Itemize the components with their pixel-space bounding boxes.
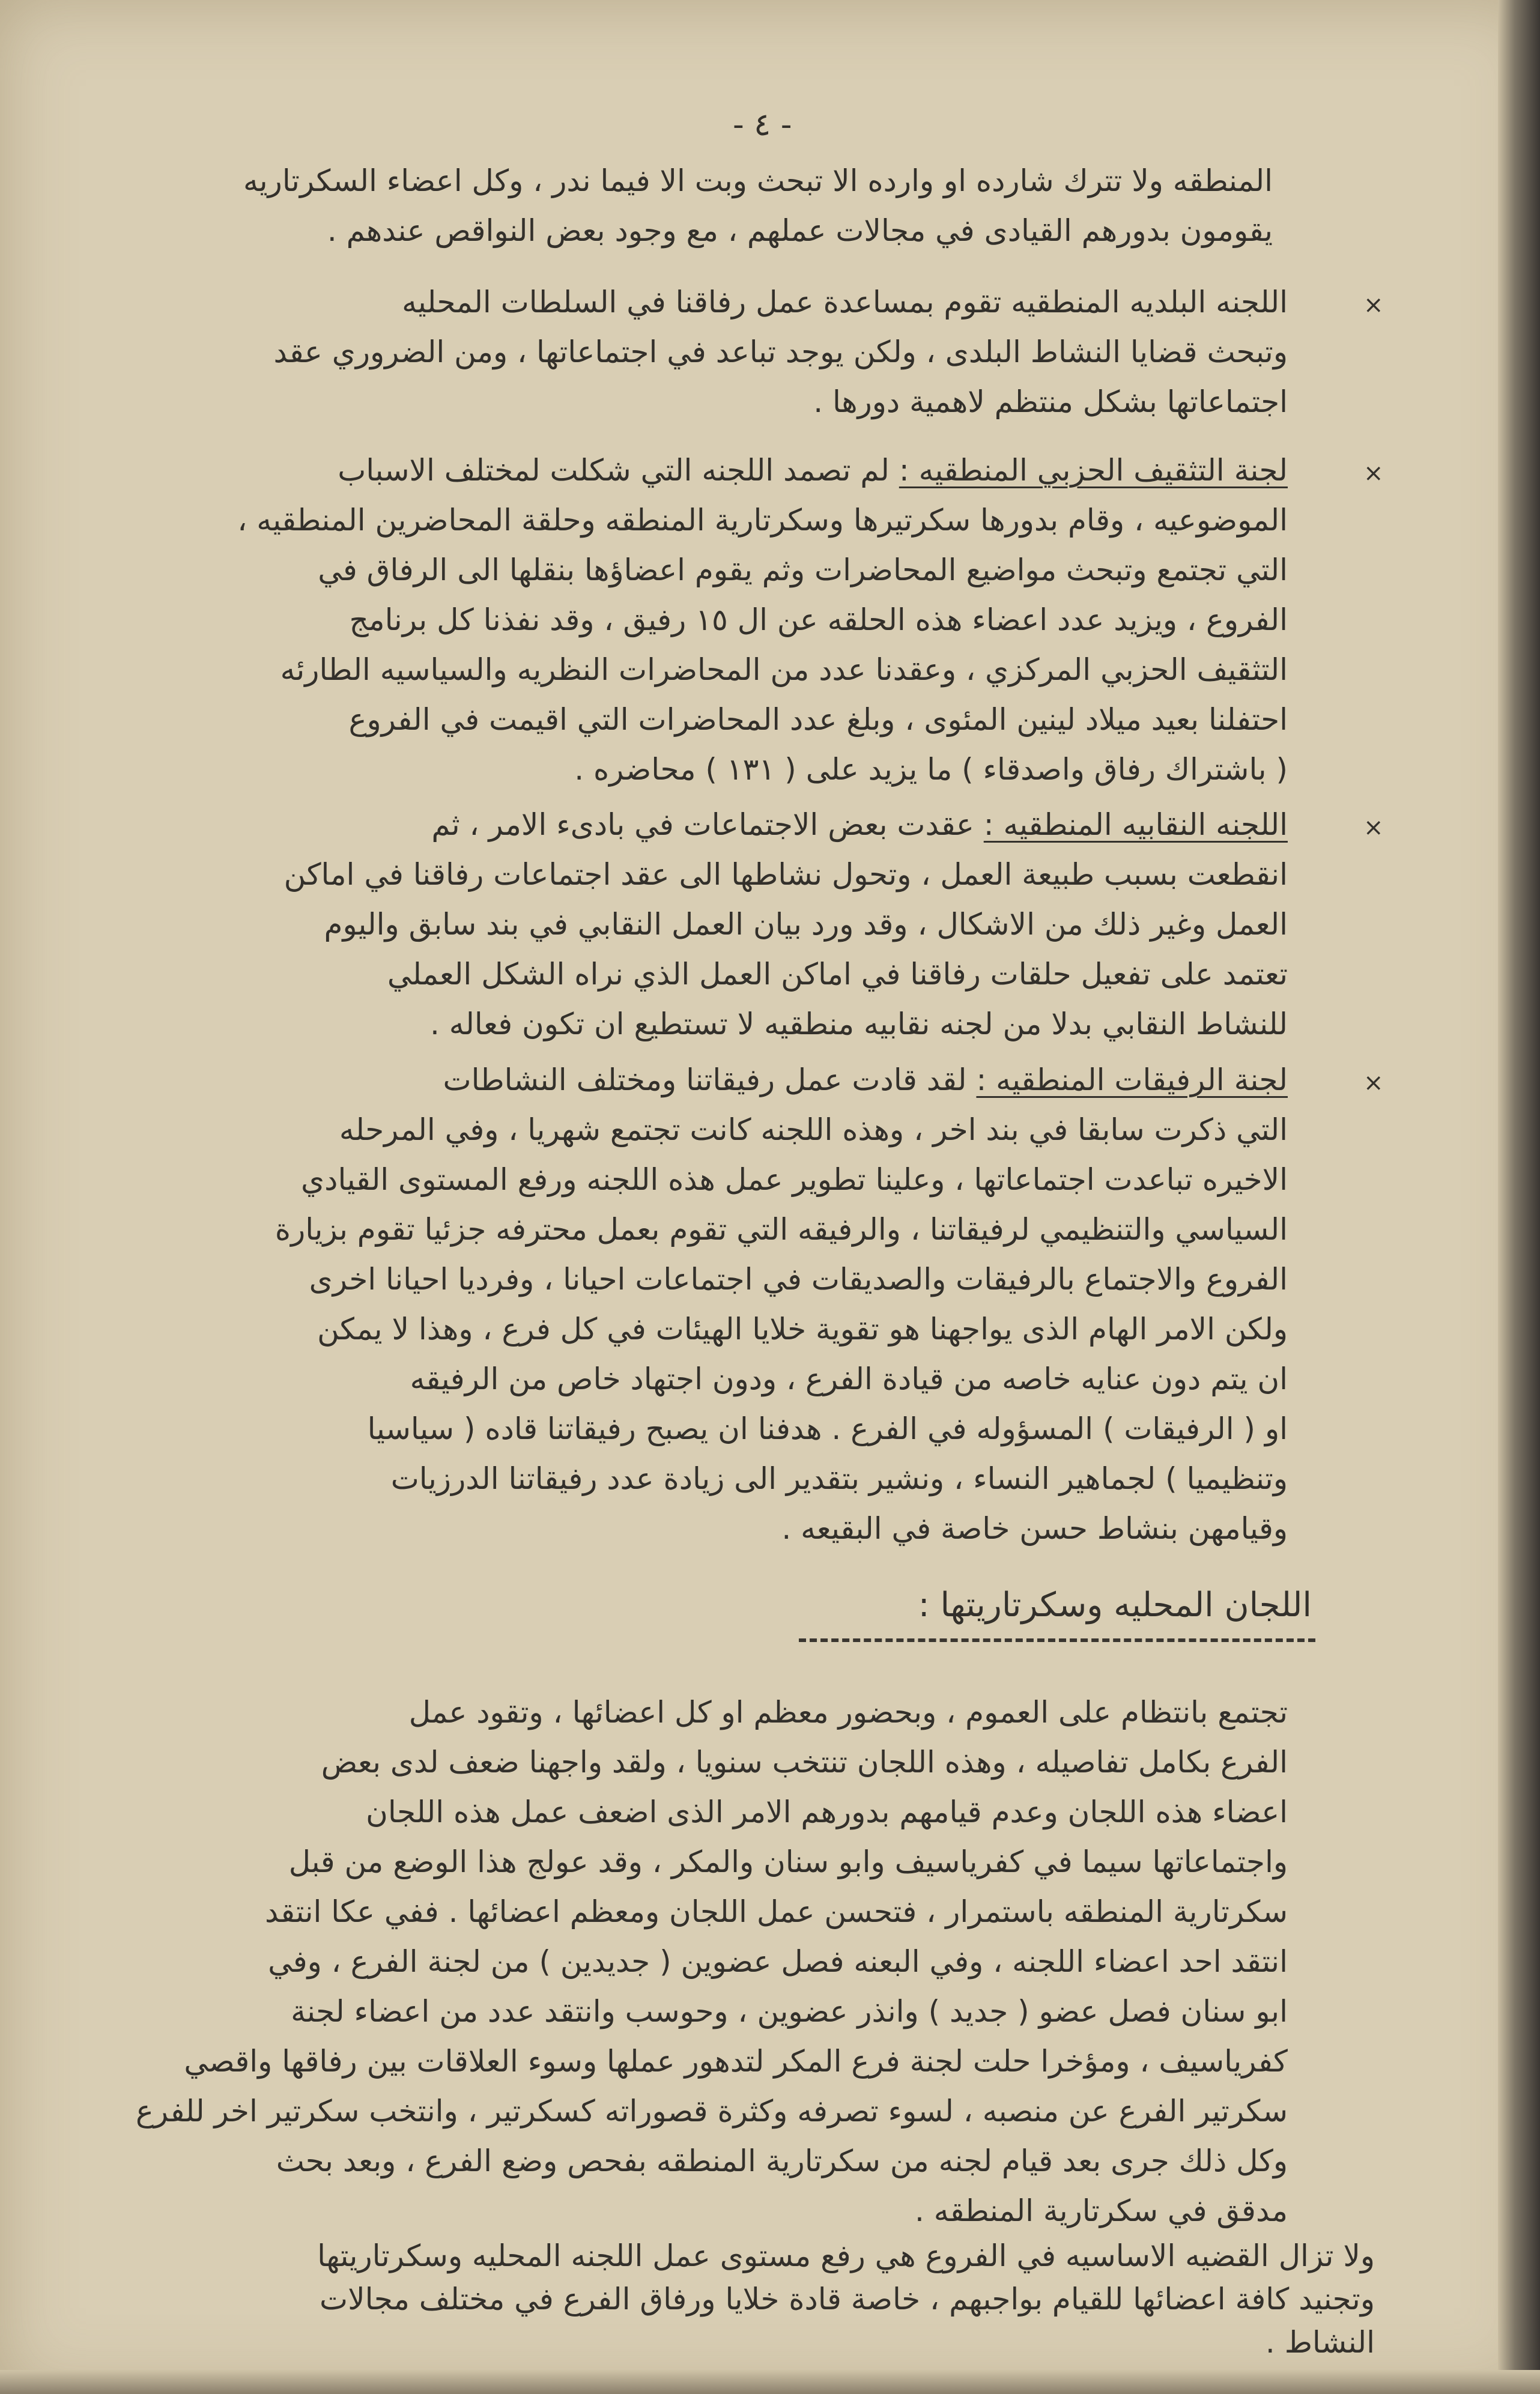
text-line: انقطعت بسبب طبيعة العمل ، وتحول نشاطها الى عقد اجتماعات رفاقنا في اماكن bbox=[283, 857, 1288, 892]
section-first-line: عقدت بعض الاجتماعات في بادىء الامر ، ثم bbox=[431, 807, 974, 842]
local-committees-title: اللجان المحليه وسكرتاريتها : bbox=[918, 1586, 1312, 1625]
text-line: وتنظيميا ) لجماهير النساء ، ونشير بتقدير الى زيادة عدد رفيقاتنا الدرزيات bbox=[390, 1461, 1288, 1496]
text-line: انتقد احد اعضاء اللجنه ، وفي البعنه فصل عضوين ( جديدين ) من لجنة الفرع ، وفي bbox=[268, 1944, 1288, 1979]
text-line: ( باشتراك رفاق واصدقاء ) ما يزيد على ( ١٣١ ) محاضره . bbox=[574, 752, 1288, 787]
text-line: ولا تزال القضيه الاساسيه في الفروع هي رفع مستوى عمل اللجنه المحليه وسكرتاريتها bbox=[317, 2238, 1375, 2273]
text-line: الموضوعيه ، وقام بدورها سكرتيرها وسكرتارية المنطقه وحلقة المحاضرين المنطقيه ، bbox=[237, 503, 1288, 538]
text-line: ابو سنان فصل عضو ( جديد ) وانذر عضوين ، وحوسب وانتقد عدد من اعضاء لجنة bbox=[291, 1994, 1288, 2029]
text-line: سكرتير الفرع عن منصبه ، لسوء تصرفه وكثرة قصوراته كسكرتير ، وانتخب سكرتير اخر للفرع bbox=[136, 2094, 1288, 2129]
bullet-mark: × bbox=[1363, 814, 1384, 841]
text-line bbox=[284, 800, 1288, 850]
text-line: وتبحث قضايا النشاط البلدى ، ولكن يوجد تباعد في اجتماعاتها ، ومن الضروري عقد bbox=[273, 335, 1288, 369]
section-heading: لجنة التثقيف الحزبي المنطقيه : bbox=[899, 453, 1288, 488]
section-union bbox=[284, 800, 1288, 1049]
text-line bbox=[275, 1055, 1288, 1105]
text-line: النشاط . bbox=[1265, 2325, 1375, 2360]
section-first-line: لم تصمد اللجنه التي شكلت لمختلف الاسباب bbox=[338, 453, 890, 488]
text-line: السياسي والتنظيمي لرفيقاتنا ، والرفيقه التي تقوم بعمل محترفه جزئيا تقوم بزيارة bbox=[274, 1212, 1288, 1247]
text-line: وكل ذلك جرى بعد قيام لجنه من سكرتارية المنطقه بفحص وضع الفرع ، وبعد بحث bbox=[276, 2144, 1288, 2178]
text-line: التي تجتمع وتبحث مواضيع المحاضرات وثم يقوم اعضاؤها بنقلها الى الرفاق في bbox=[318, 553, 1288, 587]
page-bottom-edge bbox=[0, 2370, 1540, 2394]
section-women bbox=[275, 1055, 1288, 1554]
text-line: او ( الرفيقات ) المسؤوله في الفرع . هدفنا ان يصبح رفيقاتنا قاده ( سياسيا bbox=[367, 1411, 1288, 1446]
text-line: التثقيف الحزبي المركزي ، وعقدنا عدد من المحاضرات النظريه والسياسيه الطارئه bbox=[280, 652, 1288, 687]
title-dashed-underline bbox=[799, 1638, 1315, 1642]
page-number: - ٤ - bbox=[733, 107, 792, 143]
bullet-mark: × bbox=[1363, 1069, 1384, 1097]
text-line: الفرع بكامل تفاصيله ، وهذه اللجان تنتخب سنويا ، ولقد واجهنا ضعف لدى بعض bbox=[321, 1745, 1288, 1780]
page-edge-shadow bbox=[1498, 0, 1540, 2394]
text-line: اعضاء هذه اللجان وعدم قيامهم بدورهم الامر الذى اضعف عمل هذه اللجان bbox=[366, 1795, 1288, 1829]
text-line: الاخيره تباعدت اجتماعاتها ، وعلينا تطوير عمل هذه اللجنه ورفع المستوى القيادي bbox=[301, 1162, 1288, 1197]
text-line: واجتماعاتها سيما في كفرياسيف وابو سنان والمكر ، وقد عولج هذا الوضع من قبل bbox=[288, 1844, 1288, 1879]
text-line: كفرياسيف ، ومؤخرا حلت لجنة فرع المكر لتدهور عملها وسوء العلاقات بين رفاقها واقصي bbox=[184, 2044, 1288, 2079]
section-heading: لجنة الرفيقات المنطقيه : bbox=[976, 1062, 1288, 1097]
text-line: الفروع والاجتماع بالرفيقات والصديقات في اجتماعات احيانا ، وفرديا احيانا اخرى bbox=[309, 1262, 1288, 1297]
text-line: وقيامهن بنشاط حسن خاصة في البقيعه . bbox=[781, 1511, 1288, 1546]
text-line: ان يتم دون عنايه خاصه من قيادة الفرع ، ودون اجتهاد خاص من الرفيقه bbox=[410, 1362, 1288, 1396]
section-municipal bbox=[273, 277, 1288, 427]
text-line: اللجنه البلديه المنطقيه تقوم بمساعدة عمل رفاقنا في السلطات المحليه bbox=[402, 285, 1288, 320]
text-line bbox=[237, 446, 1288, 495]
text-line: التي ذكرت سابقا في بند اخر ، وهذه اللجنه كانت تجتمع شهريا ، وفي المرحله bbox=[339, 1112, 1288, 1147]
text-line: المنطقه ولا تترك شارده او وارده الا تبحث وبت الا فيما ندر ، وكل اعضاء السكرتاريه bbox=[243, 163, 1273, 198]
text-line: يقومون بدورهم القيادى في مجالات عملهم ، مع وجود بعض النواقص عندهم . bbox=[327, 213, 1273, 248]
text-line: الفروع ، ويزيد عدد اعضاء هذه الحلقه عن ال ١٥ رفيق ، وقد نفذنا كل برنامج bbox=[349, 602, 1288, 637]
text-line: مدقق في سكرتارية المنطقه . bbox=[914, 2193, 1288, 2228]
local-committees-paragraph bbox=[136, 1688, 1288, 2236]
section-first-line: لقد قادت عمل رفيقاتنا ومختلف النشاطات bbox=[443, 1062, 967, 1097]
intro-paragraph bbox=[243, 156, 1273, 256]
text-line: ولكن الامر الهام الذى يواجهنا هو تقوية خلايا الهيئات في كل فرع ، وهذا لا يمكن bbox=[317, 1312, 1288, 1347]
bullet-mark: × bbox=[1363, 459, 1384, 487]
text-line: سكرتارية المنطقه باستمرار ، فتحسن عمل اللجان ومعظم اعضائها . ففي عكا انتقد bbox=[264, 1894, 1288, 1929]
text-line: للنشاط النقابي بدلا من لجنه نقابيه منطقيه لا تستطيع ان تكون فعاله . bbox=[430, 1007, 1288, 1041]
text-line: احتفلنا بعيد ميلاد لينين المئوى ، وبلغ عدد المحاضرات التي اقيمت في الفروع bbox=[348, 702, 1288, 737]
text-line: اجتماعاتها بشكل منتظم لاهمية دورها . bbox=[813, 384, 1288, 419]
section-heading: اللجنه النقابيه المنطقيه : bbox=[983, 807, 1288, 842]
local-committees-conclusion bbox=[317, 2234, 1375, 2364]
section-education bbox=[237, 446, 1288, 795]
text-line: تعتمد على تفعيل حلقات رفاقنا في اماكن العمل الذي نراه الشكل العملي bbox=[387, 957, 1288, 992]
text-line: تجتمع بانتظام على العموم ، وبحضور معظم او كل اعضائها ، وتقود عمل bbox=[408, 1695, 1288, 1730]
text-line: العمل وغير ذلك من الاشكال ، وقد ورد بيان العمل النقابي في بند سابق واليوم bbox=[324, 907, 1288, 942]
bullet-mark: × bbox=[1363, 291, 1384, 319]
text-line: وتجنيد كافة اعضائها للقيام بواجبهم ، خاصة قادة خلايا ورفاق الفرع في مختلف مجالات bbox=[320, 2282, 1375, 2317]
